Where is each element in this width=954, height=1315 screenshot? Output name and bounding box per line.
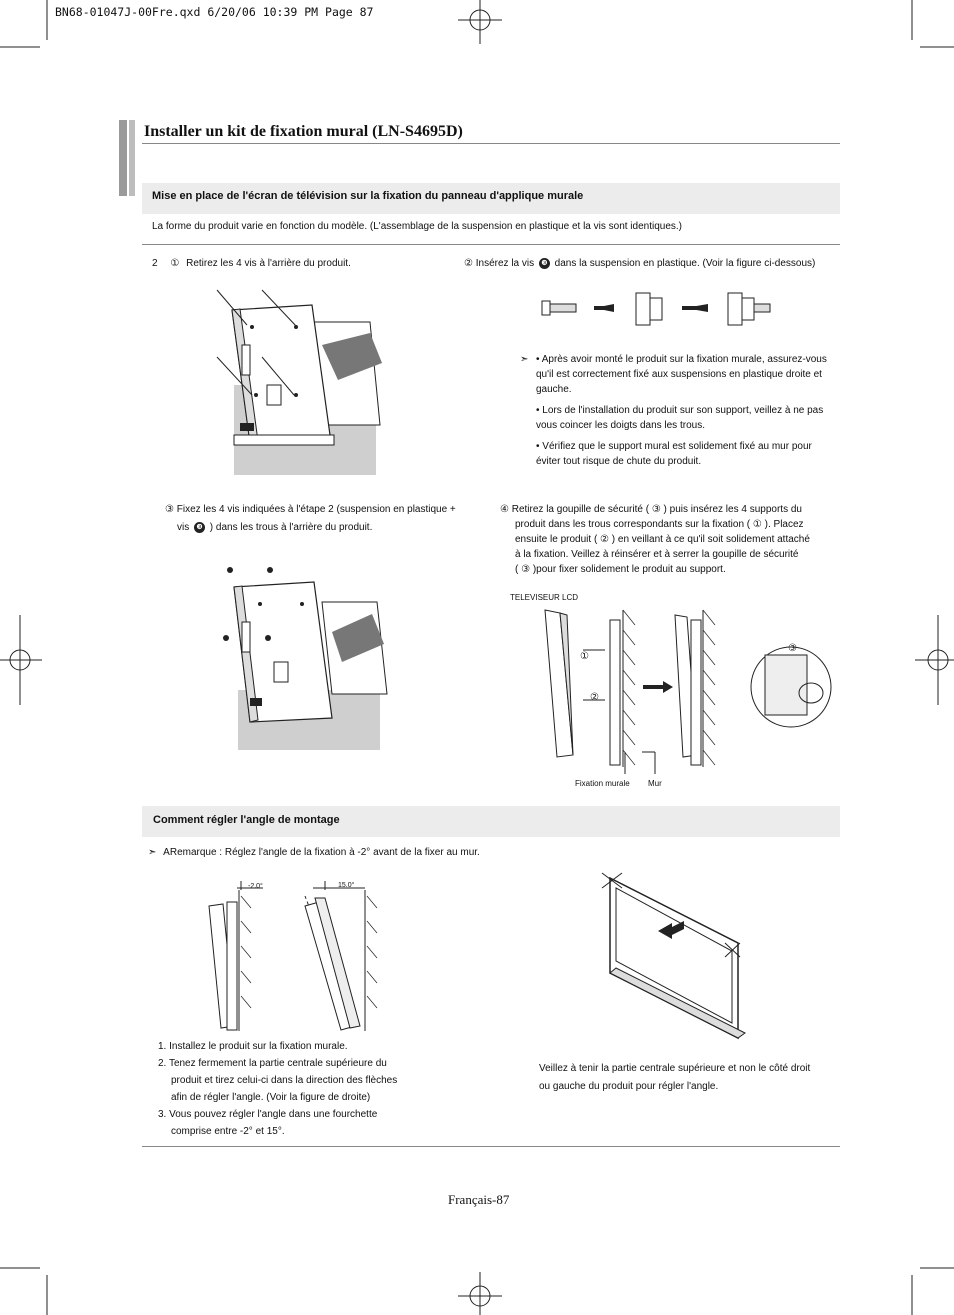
instruction-line: 1. Installez le produit sur la fixation murale. <box>158 1041 348 1052</box>
label-bracket: Fixation murale <box>575 779 630 788</box>
side-note-line: Veillez à tenir la partie centrale supérieure et non le côté droit <box>539 1063 811 1074</box>
label-leaders <box>615 752 675 782</box>
screw-badge-icon: ❸ <box>194 522 205 533</box>
tv-back-screws-figure <box>212 285 382 475</box>
note-item: • Après avoir monté le produit sur la fixation murale, assurez-vous qu'il est correctement fixé aux suspensions en plastique droite et gauche. <box>536 354 827 395</box>
step-number: 2 <box>152 258 158 269</box>
section-heading-angle: Comment régler l'angle de montage <box>142 806 840 837</box>
intro-text: La forme du produit varie en fonction du modèle. (L'assemblage de la suspension en plastique et la vis sont identiques.) <box>152 221 683 232</box>
step-2-2-text-a: Insérez la vis <box>475 258 535 269</box>
step-4-text <box>500 502 840 577</box>
step-2-1-text: Retirez les 4 vis à l'arrière du produit. <box>186 258 351 269</box>
tv-tilt-figure <box>600 873 750 1043</box>
step-4-line: produit dans les trous correspondants sur la fixation ( ① ). Placez <box>515 519 804 530</box>
angle-plus-label: 15.0° <box>338 882 355 889</box>
step-2-line <box>152 256 351 271</box>
remark-text: ARemarque : Réglez l'angle de la fixation à -2° avant de la fixer au mur. <box>163 847 480 858</box>
tv-back-hangers-figure <box>222 562 392 752</box>
instruction-line: comprise entre -2° et 15°. <box>171 1126 285 1137</box>
angle-adjust-figure <box>205 876 385 1036</box>
instruction-line: 2. Tenez fermement la partie centrale supérieure du <box>158 1058 387 1069</box>
remark-arrow-icon: ➣ <box>148 847 157 858</box>
step-2-1-num: ① <box>170 258 180 269</box>
step-4-line: à la fixation. Veillez à réinsérer et à serrer la goupille de sécurité <box>515 549 799 560</box>
page-number: Français-87 <box>448 1192 510 1207</box>
note-arrow-icon: ➣ <box>520 354 529 365</box>
note-item: • Lors de l'installation du produit sur son support, veillez à ne pas vous coincer les doigts dans les trous. <box>536 405 824 431</box>
footer-rule <box>142 1146 840 1147</box>
title-side-bar-inner <box>129 120 135 196</box>
wall-mount-figure <box>535 605 835 775</box>
screw-sequence-figure <box>540 288 780 333</box>
file-header: BN68-01047J-00Fre.qxd 6/20/06 10:39 PM Page 87 <box>55 5 374 19</box>
label-tv: TELEVISEUR LCD <box>510 593 579 602</box>
title-side-bar <box>119 120 127 196</box>
step-3-text-c: ) dans les trous à l'arrière du produit. <box>209 522 373 533</box>
step-4-line: ( ③ )pour fixer solidement le produit au support. <box>515 564 726 575</box>
step-2-2-text-b: dans la suspension en plastique. (Voir la figure ci-dessous) <box>554 258 816 269</box>
side-note-line: ou gauche du produit pour régler l'angle. <box>539 1081 719 1092</box>
instruction-line: produit et tirez celui-ci dans la direction des flèches <box>171 1075 398 1086</box>
step-3-text-b: vis <box>177 522 190 533</box>
step-3-text-a: Fixez les 4 vis indiquées à l'étape 2 (suspension en plastique + <box>176 504 456 515</box>
instruction-line: afin de régler l'angle. (Voir la figure de droite) <box>171 1092 371 1103</box>
instruction-line: 3. Vous pouvez régler l'angle dans une fourchette <box>158 1109 378 1120</box>
step-2-2-line <box>464 256 815 271</box>
screw-badge-icon: ❸ <box>539 258 550 269</box>
title-rule <box>142 143 840 144</box>
section-divider <box>142 244 840 245</box>
step-3-num: ③ <box>165 504 174 515</box>
callout-3: ③ <box>788 643 797 654</box>
callout-2: ② <box>590 692 599 703</box>
step-2-2-num: ② <box>464 258 473 269</box>
step-3-text <box>165 502 485 535</box>
step-4-line: Retirez la goupille de sécurité ( ③ ) puis insérez les 4 supports du <box>511 504 802 515</box>
instructions-list <box>158 1039 397 1139</box>
remark-line <box>148 845 480 860</box>
page-title: Installer un kit de fixation mural (LN-S4695D) <box>144 123 463 140</box>
callout-1: ① <box>580 651 589 662</box>
step-4-line: ensuite le produit ( ② ) en veillant à ce qu'il soit solidement attaché <box>515 534 810 545</box>
angle-minus-label: -2.0° <box>248 883 263 890</box>
side-note <box>539 1060 810 1096</box>
note-item: • Vérifiez que le support mural est solidement fixé au mur pour éviter tout risque de chute du produit. <box>536 441 812 467</box>
section-heading-installation: Mise en place de l'écran de télévision sur la fixation du panneau d'applique murale <box>142 183 840 214</box>
notes-block <box>520 352 838 469</box>
label-wall: Mur <box>648 779 662 788</box>
step-4-num: ④ <box>500 504 509 515</box>
